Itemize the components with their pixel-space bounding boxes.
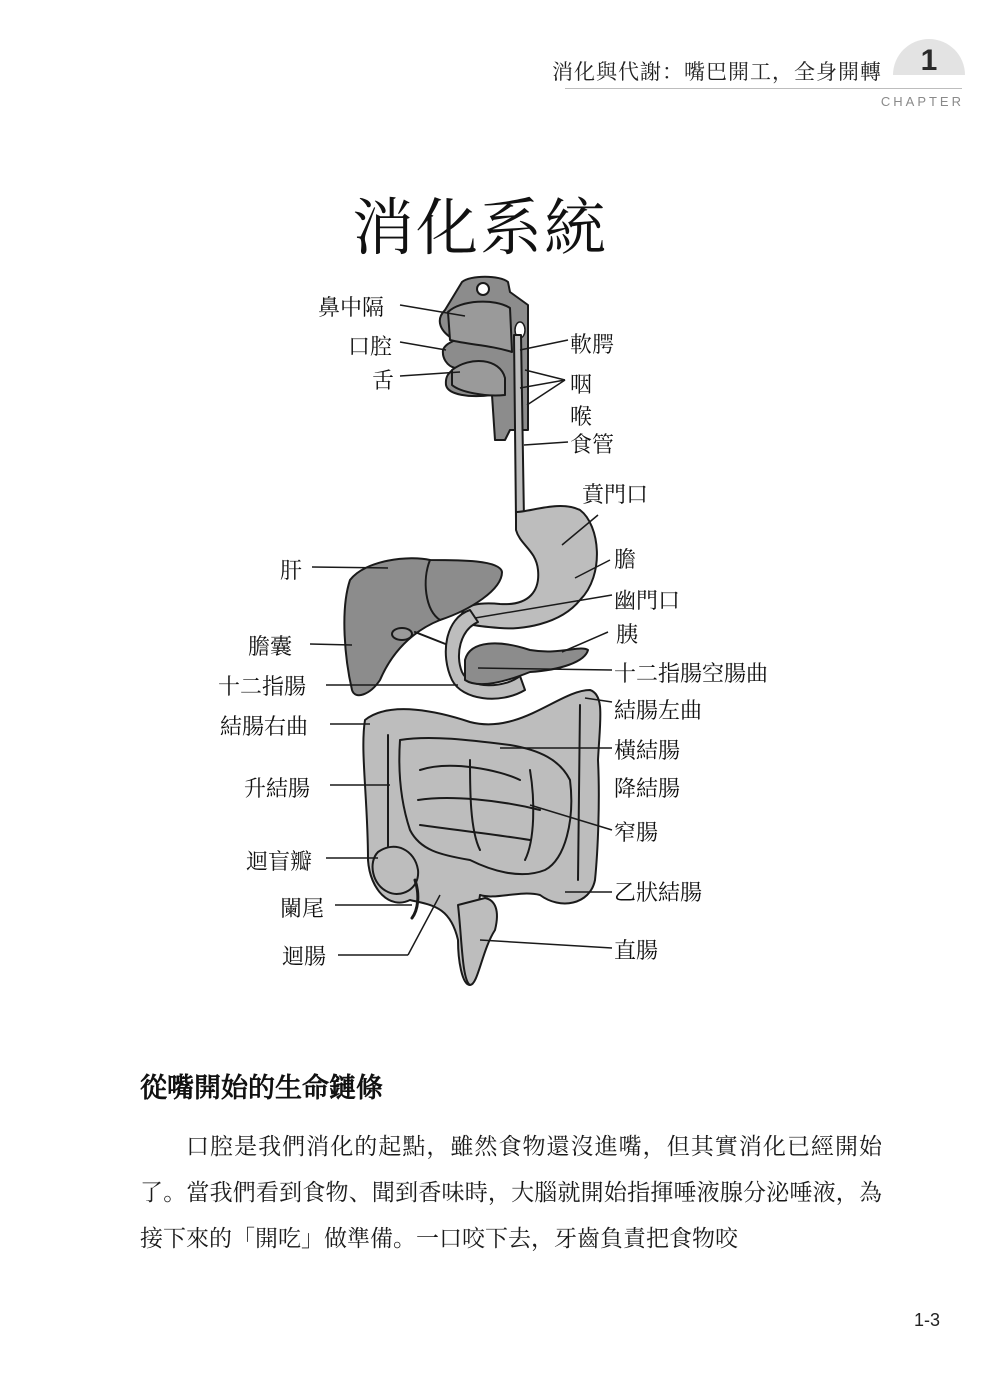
label-pharynx-2: 喉 — [570, 405, 593, 430]
label-pancreas: 胰 — [616, 623, 639, 648]
label-oral-cavity: 口腔 — [348, 335, 393, 360]
page-number: 1-3 — [913, 1310, 940, 1330]
label-ileocecal-valve: 迴盲瓣 — [246, 850, 313, 875]
label-duodenum: 十二指腸 — [218, 675, 307, 700]
label-ileum: 迴腸 — [282, 945, 327, 970]
label-cardia: 賁門口 — [582, 483, 649, 508]
label-hepatic-flexure: 結腸右曲 — [220, 715, 309, 740]
label-sigmoid-colon: 乙狀結腸 — [614, 881, 703, 906]
label-duodenojejunal-flexure: 十二指腸空腸曲 — [614, 662, 769, 687]
label-stomach: 膽 — [614, 548, 637, 573]
label-descending-colon: 降結腸 — [614, 777, 681, 802]
running-header-title: 消化與代謝：嘴巴開工，全身開轉 — [552, 60, 882, 84]
digestive-system-diagram — [0, 260, 1000, 1000]
body-paragraph: 口腔是我們消化的起點，雖然食物還沒進嘴，但其實消化已經開始了。當我們看到食物、聞到香味時，大腦就開始指揮唾液腺分泌唾液，為接下來的「開吃」做準備。一口咬下去，牙齒負責把食物咬 — [140, 1134, 882, 1252]
label-liver: 肝 — [280, 559, 303, 584]
label-soft-palate: 軟腭 — [570, 333, 615, 358]
label-pharynx-1: 咽 — [570, 373, 593, 398]
label-nasal-septum: 鼻中隔 — [318, 296, 385, 321]
chapter-label: CHAPTER — [880, 94, 964, 109]
label-transverse-colon: 橫結腸 — [614, 739, 681, 764]
label-pylorus: 幽門口 — [614, 589, 681, 614]
label-tongue: 舌 — [372, 369, 395, 394]
section-heading: 從嘴開始的生命鏈條 — [140, 1073, 383, 1104]
label-jejunum: 窄腸 — [614, 821, 659, 846]
label-rectum: 直腸 — [614, 939, 659, 964]
label-gallbladder: 膽囊 — [248, 635, 293, 660]
chapter-number: 1 — [920, 44, 938, 77]
label-splenic-flexure: 結腸左曲 — [614, 699, 703, 724]
label-appendix: 闌尾 — [280, 897, 325, 922]
label-ascending-colon: 升結腸 — [244, 777, 311, 802]
digestive-illustration — [0, 260, 1000, 1000]
label-esophagus: 食管 — [570, 433, 615, 458]
body-text — [140, 1124, 882, 1262]
figure-title: 消化系統 — [351, 191, 608, 264]
header-divider — [565, 88, 962, 89]
